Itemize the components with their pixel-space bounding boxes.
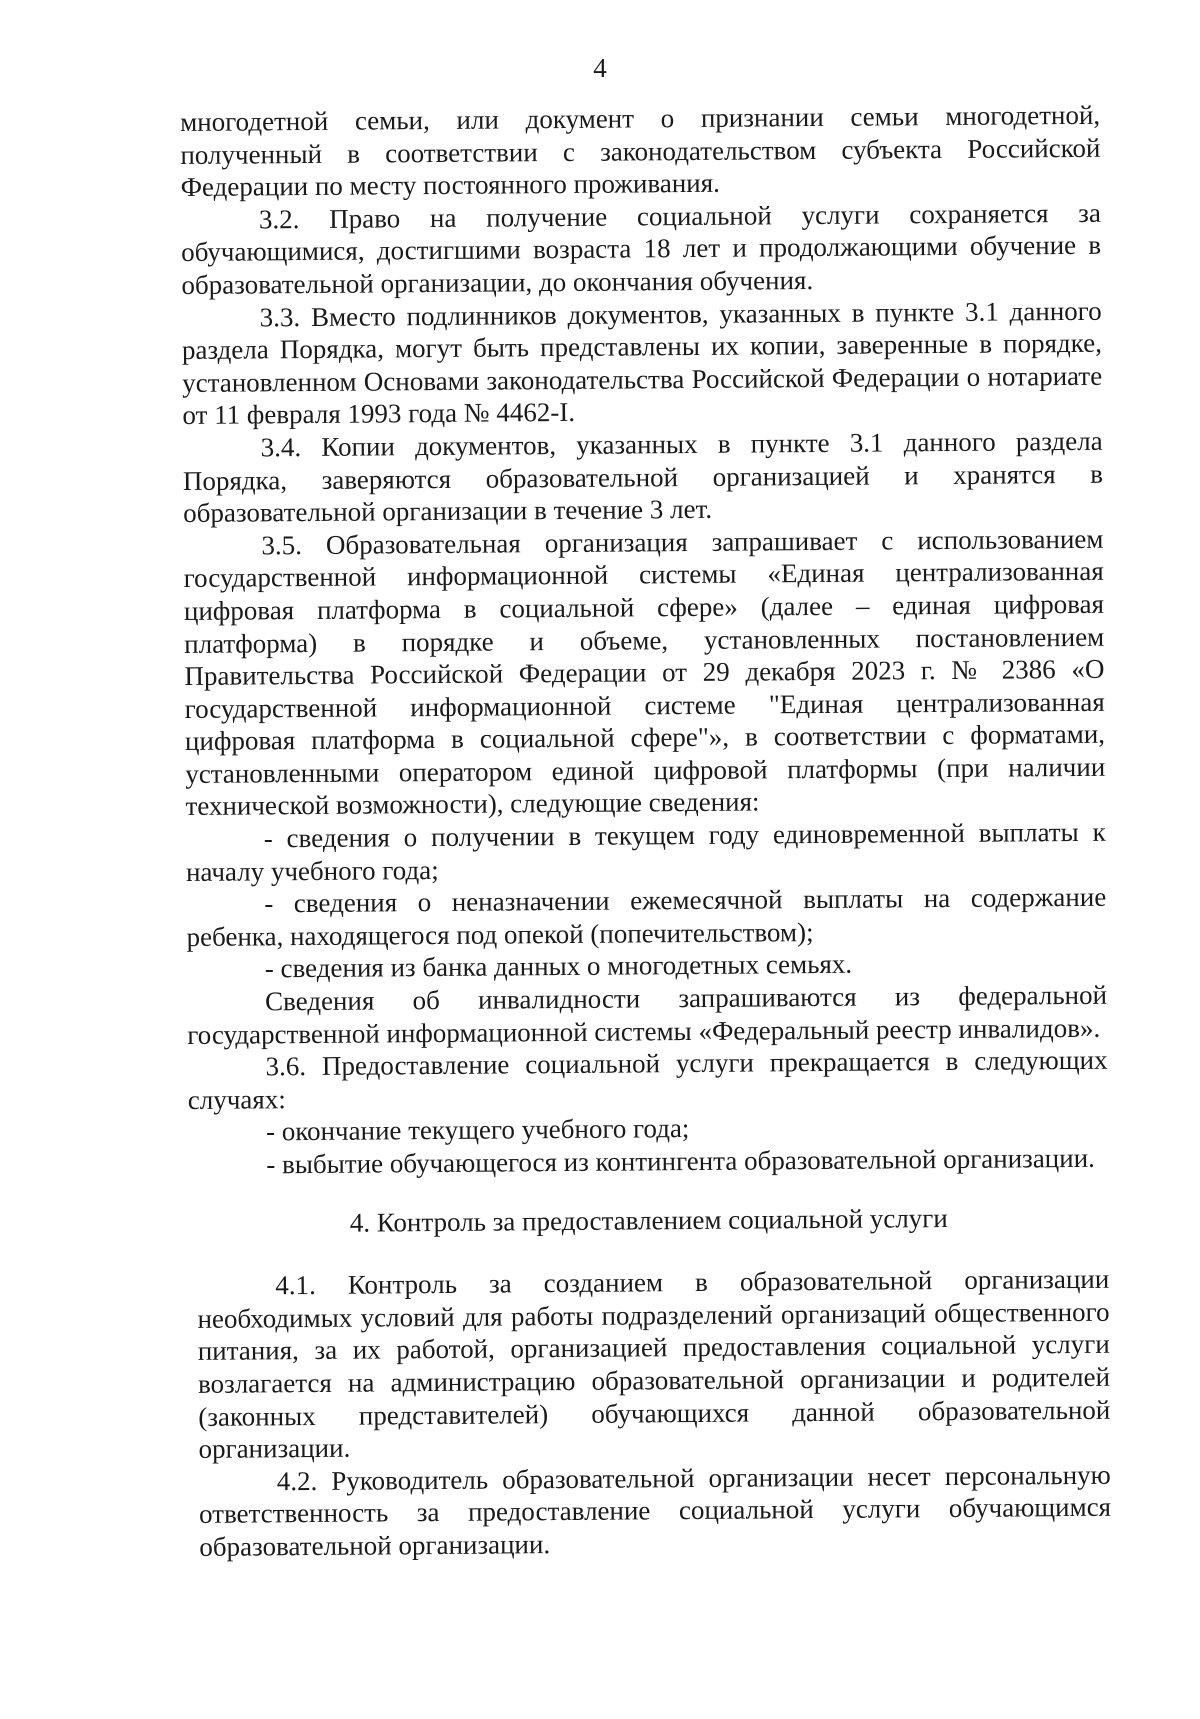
list-item-lump-sum-info: - сведения о получении в текущем году единовременной выплаты к началу учебного года; <box>185 816 1106 887</box>
list-item-large-families-info: - сведения из банка данных о многодетных семьях. <box>264 949 853 984</box>
paragraph-disability-info: Сведения об инвалидности запрашиваются из федеральной государственной информационной системы «Федеральный реестр инвалидов». <box>187 979 1108 1050</box>
section-4-body <box>189 1263 1111 1564</box>
paragraph-3-5: 3.5. Образовательная организация запрашивает с использованием государственной информационной системы «Единая централизованная цифровая платформа в социальной сфере» (далее – единая цифровая платформа) в порядке и объеме, установленных постановлением Правительства Российской Федерации от 29 декабря 2023 г. № 2386 «О государственной информационной системе "Единая централизованная цифровая платформа в социальной сфере"», в соответствии с форматами, установленными оператором единой цифровой платформы (при наличии технической возможности), следующие сведения: <box>183 523 1106 822</box>
section-4-heading: 4. Контроль за предоставлением социальной услуги <box>349 1202 948 1238</box>
paragraph-continuation: многодетной семьи, или документ о признании семьи многодетной, полученный в соответствии с законодательством субъекта Российской Федерации по месту постоянного проживания. <box>180 99 1101 203</box>
document-body <box>180 99 1111 1564</box>
page-number: 4 <box>593 53 607 83</box>
list-item-end-of-year: - окончание текущего учебного года; <box>265 1113 690 1147</box>
paragraph-4-1: 4.1. Контроль за созданием в образовательной организации необходимых условий для работы подразделений организаций общественного питания, за их работой, организацией предоставления социальной услуги возлагается на администрацию образовательной организации и родителей (законных представителей) обучающихся данной образовательной организации. <box>197 1263 1111 1465</box>
paragraph-3-3: 3.3. Вместо подлинников документов, указанных в пункте 3.1 данного раздела Порядка, могут быть представлены их копии, заверенные в порядке, установленном Основами законодательства Российской Федерации о нотариате от 11 февраля 1993 года № 4462-I. <box>181 295 1103 431</box>
paragraph-3-2: 3.2. Право на получение социальной услуги сохраняется за обучающимися, достигшими возраста 18 лет и продолжающими обучение в образовательной организации, до окончания обучения. <box>181 197 1102 300</box>
list-item-monthly-payment-info: - сведения о неназначении ежемесячной выплаты на содержание ребенка, находящегося под опекой (попечительством); <box>186 882 1107 952</box>
paragraph-3-6: 3.6. Предоставление социальной услуги прекращается в следующих случаях: <box>187 1044 1108 1115</box>
paragraph-4-2: 4.2. Руководитель образовательной организации несет персональную ответственность за предоставление социальной услуги обучающимся образовательной организации. <box>198 1459 1112 1562</box>
paragraph-3-4: 3.4. Копии документов, указанных в пункте 3.1 данного раздела Порядка, заверяются образовательной организацией и хранятся в образовательной организации в течение 3 лет. <box>182 425 1104 529</box>
list-item-withdrawal: - выбытие обучающегося из контингента образовательной организации. <box>266 1142 1095 1180</box>
